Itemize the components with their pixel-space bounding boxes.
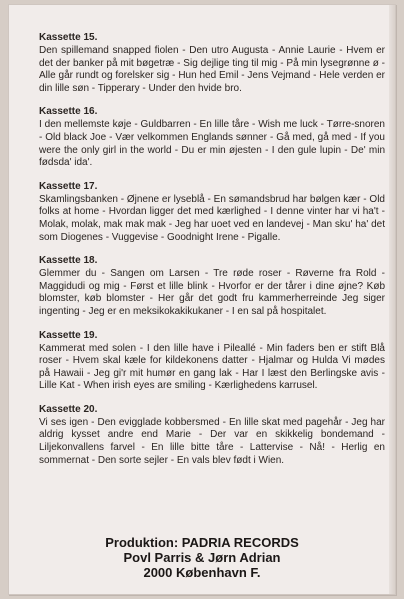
section-heading: Kassette 16. <box>39 106 98 118</box>
cassette-insert-card <box>8 4 396 595</box>
section-tracks: Vi ses igen - Den evigglade kobbersmed - En lille skat med pagehår - Jeg har aldrig kysset andre end Marie - Der var en skikkelig bondemand - Liljekonvallens farvel - En lille bitte tåre - Lattervise - Nå! - Herlig en sommernat - Den sorte sejler - En vals blev født i Wien. <box>39 416 385 466</box>
section-tracks: Skamlingsbanken - Øjnene er lyseblå - En sømandsbrud har bølgen kær - Old folks at home - Hvordan ligger det med kærlighed - I denne vinter har vi ha't - Molak, molak, mak mak mak - Jeg har uoet ved en landevej - Man sku' ha' det som Diogenes - Vuggevise - Goodnight Irene - Pigalle. <box>39 193 385 243</box>
section-kassette-16 <box>39 105 385 169</box>
credits-producer: Produktion: PADRIA RECORDS <box>105 535 299 550</box>
section-heading: Kassette 20. <box>39 403 98 415</box>
section-tracks: I den mellemste køje - Guldbarren - En lille tåre - Wish me luck - Tørre-snoren - Old black Joe - Vær velkommen Englands sønner - Gå med, gå med - If you were the only girl in the world - Du er min øjesten - I den gule lupin - De' min fødsda' ida'. <box>39 119 385 169</box>
section-kassette-17 <box>39 180 385 244</box>
section-heading: Kassette 18. <box>39 255 98 267</box>
section-heading: Kassette 19. <box>39 329 98 341</box>
section-tracks: Kammerat med solen - I den lille have i Pileallé - Min faders ben er stift Blå roser - Hvem skal kæle for kildekonens datter - Hjalmar og Hulda Vi mødes på Hawaii - Jeg gi'r mit humør en gang lak - Har I læst den Berlingske avis - Lille Kat - When irish eyes are smiling - Kærlighedens karrusel. <box>39 342 385 392</box>
section-tracks: Den spillemand snapped fiolen - Den utro Augusta - Annie Laurie - Hvem er det der banker på mit bøgetræ - Sig dejlige ting til mig - På min lysegrønne ø - Alle går rundt og forelsker sig - Hun hed Emil - Jens Vejmand - Hele verden er din lille søn - Tipperary - Under den hvide bro. <box>39 45 385 94</box>
section-heading: Kassette 15. <box>39 32 98 43</box>
production-credits <box>9 535 395 580</box>
section-kassette-19 <box>39 329 385 393</box>
track-listing <box>39 31 385 477</box>
section-kassette-15 <box>39 31 385 95</box>
card-edge <box>389 5 395 594</box>
credits-artists: Povl Parris & Jørn Adrian <box>123 550 281 565</box>
section-tracks: Glemmer du - Sangen om Larsen - Tre røde roser - Røverne fra Rold - Maggidudi og mig - Først et lille blink - Hvorfor er der tårer i dine øjne? Køb blomster, køb blomster - Her går det godt fru kammerherreinde Jeg siger ingenting - Jeg er en meksikokakikukaner - I en sal på hospitalet. <box>39 268 385 317</box>
section-heading: Kassette 17. <box>39 180 98 192</box>
section-kassette-18 <box>39 254 385 318</box>
section-kassette-20 <box>39 403 385 467</box>
credits-address: 2000 København F. <box>143 565 261 580</box>
